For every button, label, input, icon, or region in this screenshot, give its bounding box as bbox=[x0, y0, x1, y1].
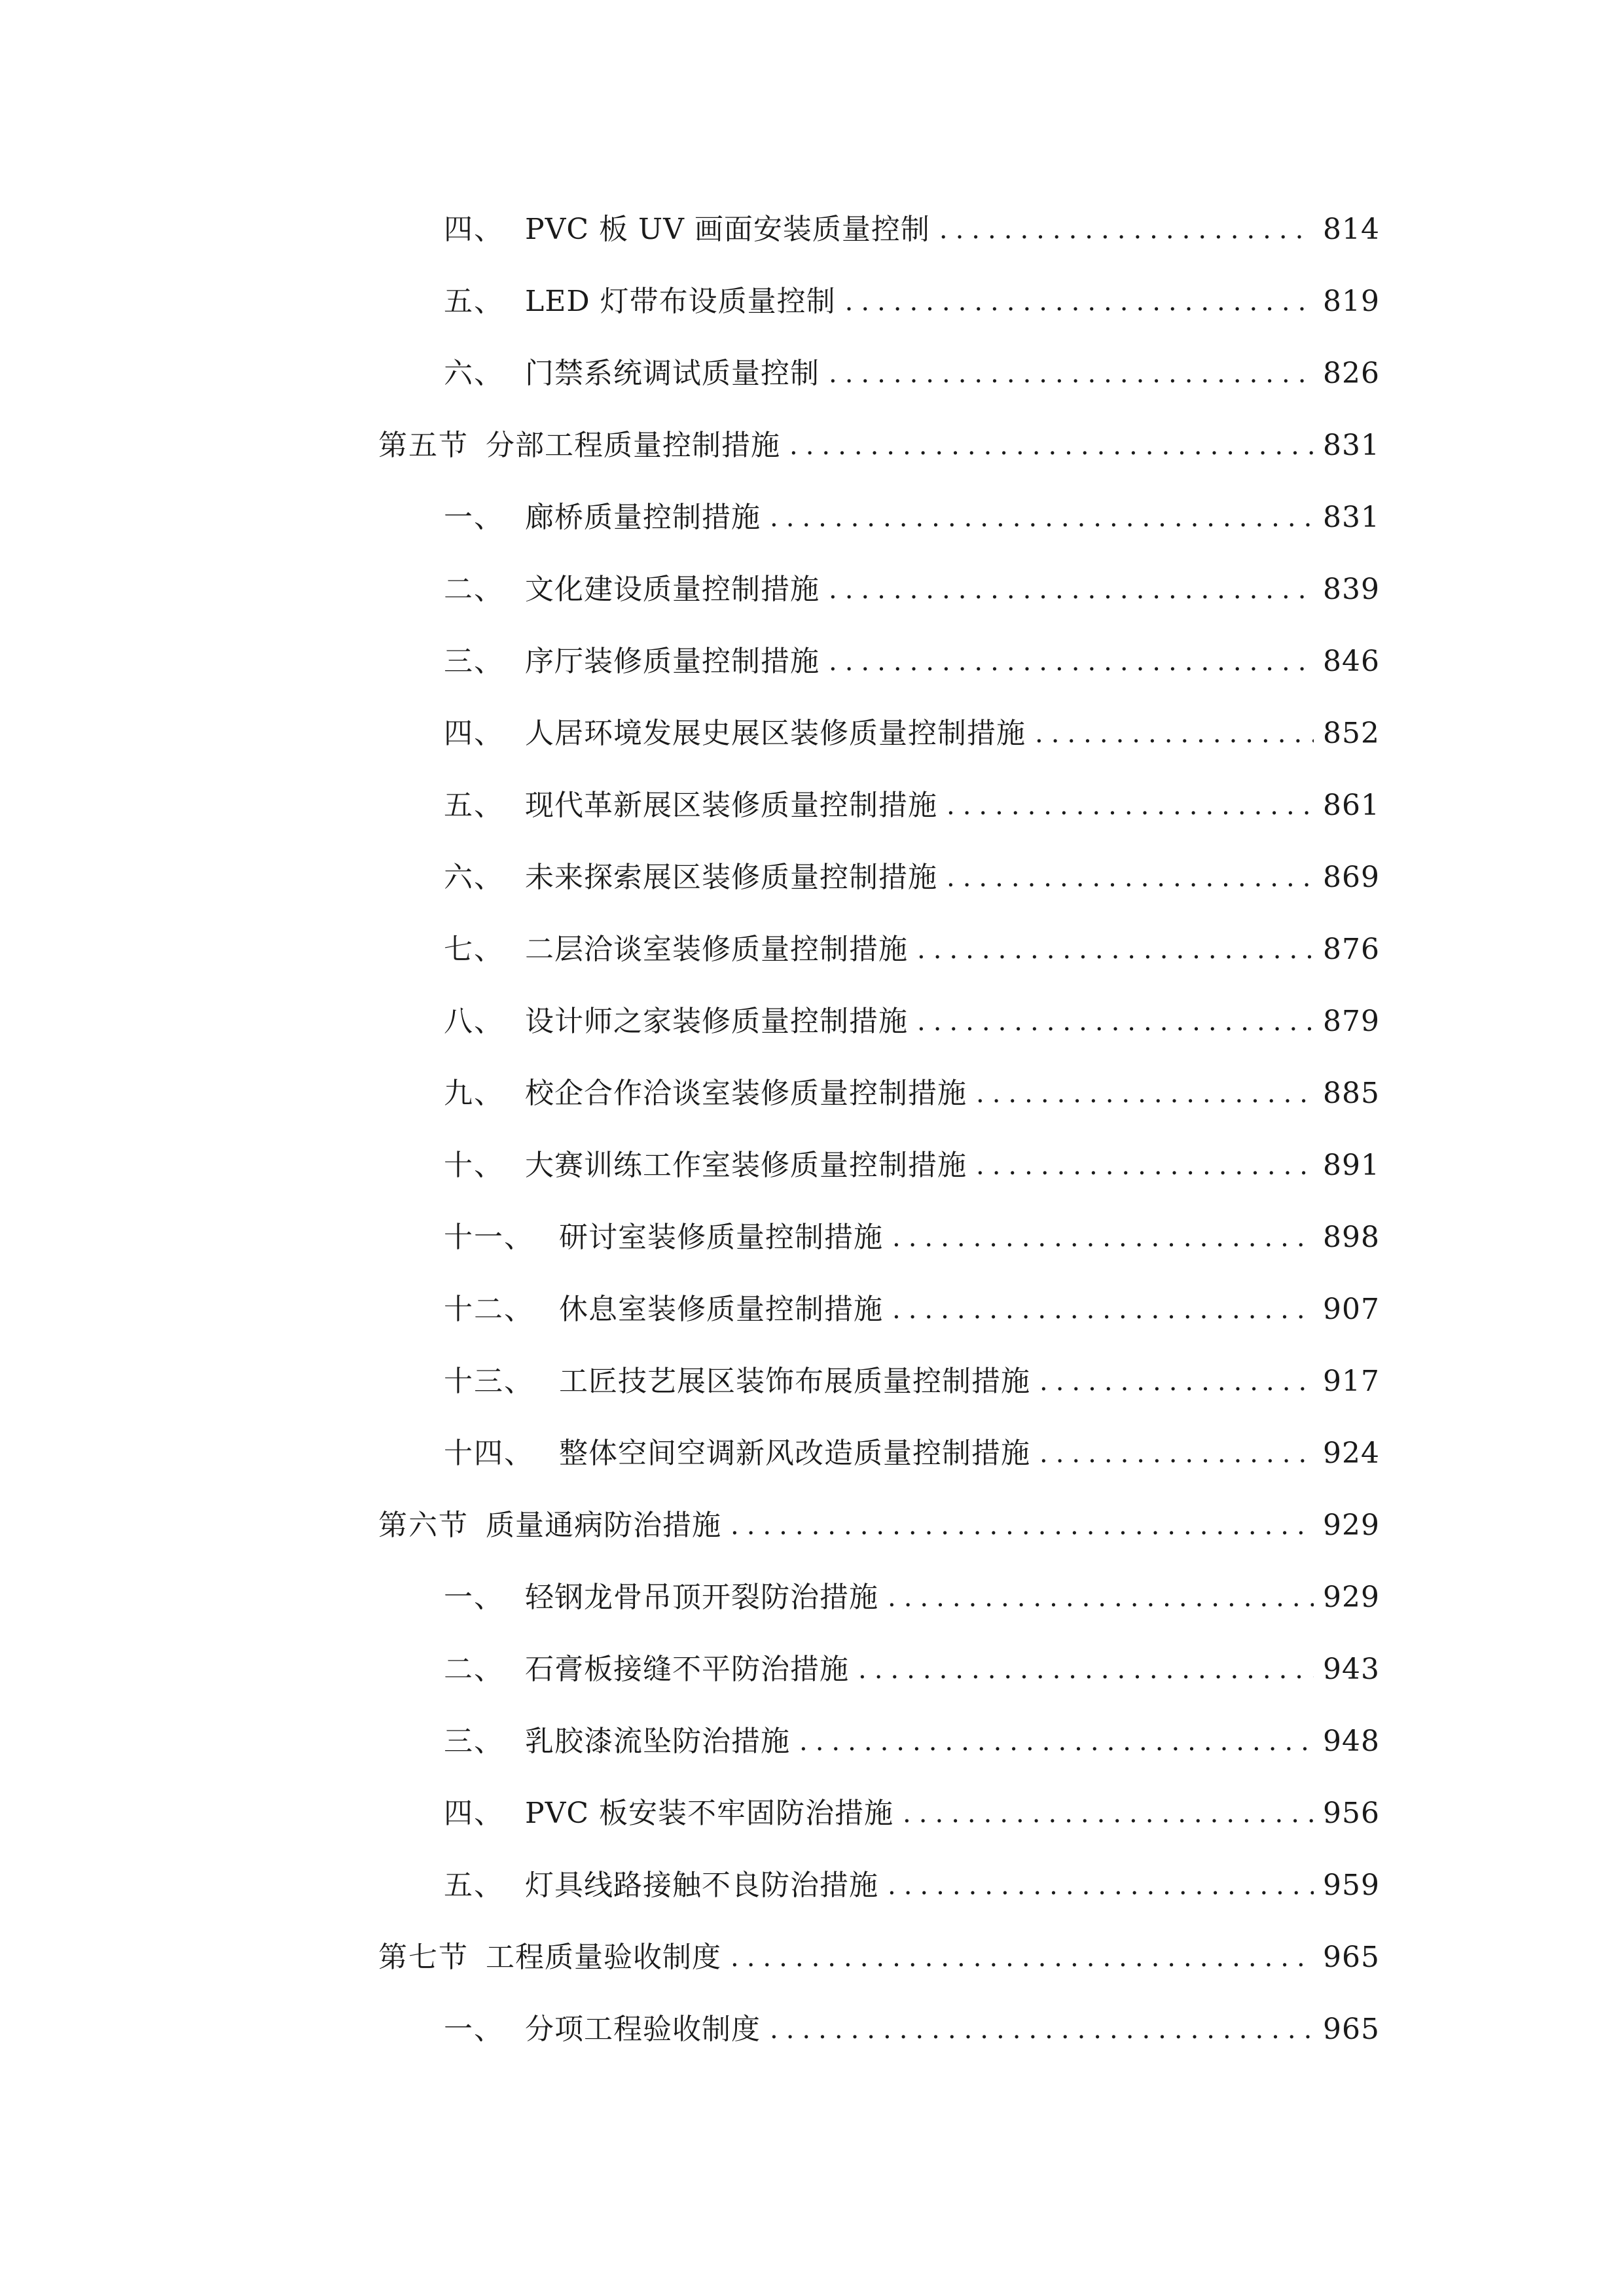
toc-entry-title: 轻钢龙骨吊顶开裂防治措施 bbox=[525, 1581, 878, 1614]
toc-entry[interactable] bbox=[378, 1778, 1380, 1850]
toc-entry[interactable] bbox=[378, 1058, 1380, 1130]
toc-entry-page: 956 bbox=[1323, 1797, 1380, 1830]
toc-section-number: 第六节 bbox=[378, 1509, 469, 1542]
toc-entry[interactable] bbox=[378, 698, 1380, 770]
toc-entry-number: 三、 bbox=[444, 645, 504, 678]
toc-entry-number: 四、 bbox=[444, 1797, 504, 1830]
toc-entry-page: 898 bbox=[1323, 1221, 1380, 1254]
toc-leader-dots bbox=[917, 930, 1314, 969]
toc-leader-dots bbox=[829, 354, 1314, 393]
toc-entry-title: 序厅装修质量控制措施 bbox=[525, 645, 820, 678]
toc-entry-page: 814 bbox=[1323, 213, 1380, 246]
toc-entry[interactable] bbox=[378, 1274, 1380, 1346]
toc-entry-page: 869 bbox=[1323, 861, 1380, 894]
toc-entry-title: 石膏板接缝不平防治措施 bbox=[525, 1653, 849, 1686]
toc-entry-number: 六、 bbox=[444, 861, 504, 894]
toc-entry-title: 未来探索展区装修质量控制措施 bbox=[525, 861, 937, 894]
toc-entry[interactable] bbox=[378, 1202, 1380, 1274]
toc-leader-dots bbox=[888, 1578, 1314, 1617]
toc-entry-page: 929 bbox=[1323, 1509, 1380, 1542]
toc-entry-title: 现代革新展区装修质量控制措施 bbox=[525, 789, 937, 822]
toc-section-entry[interactable] bbox=[378, 410, 1380, 482]
toc-entry-title: 校企合作洽谈室装修质量控制措施 bbox=[525, 1077, 967, 1110]
toc-entry-page: 839 bbox=[1323, 573, 1380, 606]
toc-entry-number: 二、 bbox=[444, 573, 504, 606]
toc-leader-dots bbox=[1035, 714, 1314, 753]
toc-entry-title: PVC 板 UV 画面安装质量控制 bbox=[525, 213, 930, 246]
toc-leader-dots bbox=[731, 1938, 1314, 1977]
toc-entry-number: 一、 bbox=[444, 1581, 504, 1614]
toc-entry[interactable] bbox=[378, 554, 1380, 626]
toc-leader-dots bbox=[829, 570, 1314, 609]
toc-entry-page: 885 bbox=[1323, 1077, 1380, 1110]
toc-entry-page: 929 bbox=[1323, 1581, 1380, 1614]
toc-entry-page: 891 bbox=[1323, 1149, 1380, 1182]
toc-section-title: 分部工程质量控制措施 bbox=[486, 429, 780, 462]
toc-entry-page: 831 bbox=[1323, 501, 1380, 534]
toc-entry-title: 休息室装修质量控制措施 bbox=[559, 1293, 883, 1326]
toc-entry-title: 廊桥质量控制措施 bbox=[525, 501, 761, 534]
toc-leader-dots bbox=[789, 426, 1314, 465]
toc-entry-number: 六、 bbox=[444, 357, 504, 390]
toc-entry[interactable] bbox=[378, 986, 1380, 1058]
toc-entry-title: 乳胶漆流坠防治措施 bbox=[525, 1725, 790, 1758]
toc-leader-dots bbox=[799, 1722, 1314, 1761]
toc-leader-dots bbox=[888, 1866, 1314, 1905]
toc-entry-title: 门禁系统调试质量控制 bbox=[525, 357, 820, 390]
toc-entry-page: 876 bbox=[1323, 933, 1380, 966]
toc-entry-number: 十三、 bbox=[444, 1365, 534, 1398]
toc-entry-number: 五、 bbox=[444, 285, 504, 318]
toc-entry-number: 十、 bbox=[444, 1149, 504, 1182]
toc-entry-number: 一、 bbox=[444, 2013, 504, 2046]
toc-entry[interactable] bbox=[378, 266, 1380, 338]
toc-leader-dots bbox=[1039, 1362, 1314, 1401]
toc-entry-page: 846 bbox=[1323, 645, 1380, 678]
toc-leader-dots bbox=[976, 1074, 1314, 1113]
toc-leader-dots bbox=[858, 1650, 1314, 1689]
toc-entry-number: 八、 bbox=[444, 1005, 504, 1038]
toc-entry[interactable] bbox=[378, 914, 1380, 986]
toc-entry-page: 852 bbox=[1323, 717, 1380, 750]
toc-entry[interactable] bbox=[378, 1850, 1380, 1922]
toc-entry-number: 四、 bbox=[444, 213, 504, 246]
toc-leader-dots bbox=[903, 1794, 1314, 1833]
toc-entry-title: 人居环境发展史展区装修质量控制措施 bbox=[525, 717, 1026, 750]
toc-entry-page: 907 bbox=[1323, 1293, 1380, 1326]
toc-entry-title: 文化建设质量控制措施 bbox=[525, 573, 820, 606]
toc-entry-page: 959 bbox=[1323, 1869, 1380, 1902]
toc-entry-page: 917 bbox=[1323, 1365, 1380, 1398]
toc-section-entry[interactable] bbox=[378, 1490, 1380, 1562]
toc-entry[interactable] bbox=[378, 1562, 1380, 1634]
toc-leader-dots bbox=[770, 498, 1314, 537]
toc-entry-title: 研讨室装修质量控制措施 bbox=[559, 1221, 883, 1254]
toc-leader-dots bbox=[976, 1146, 1314, 1185]
toc-entry[interactable] bbox=[378, 842, 1380, 914]
toc-leader-dots bbox=[845, 282, 1314, 321]
toc-entry-page: 826 bbox=[1323, 357, 1380, 390]
toc-entry-title: 灯具线路接触不良防治措施 bbox=[525, 1869, 878, 1902]
toc-leader-dots bbox=[731, 1506, 1314, 1545]
toc-entry-number: 五、 bbox=[444, 789, 504, 822]
toc-entry-page: 965 bbox=[1323, 2013, 1380, 2046]
toc-section-number: 第五节 bbox=[378, 429, 469, 462]
toc-entry[interactable] bbox=[378, 482, 1380, 554]
toc-entry[interactable] bbox=[378, 1706, 1380, 1778]
toc-section-number: 第七节 bbox=[378, 1941, 469, 1974]
toc-leader-dots bbox=[947, 786, 1314, 825]
toc-entry[interactable] bbox=[378, 1346, 1380, 1418]
toc-entry[interactable] bbox=[378, 1418, 1380, 1490]
toc-entry-page: 948 bbox=[1323, 1725, 1380, 1758]
toc-entry-number: 一、 bbox=[444, 501, 504, 534]
toc-leader-dots bbox=[829, 642, 1314, 681]
toc-leader-dots bbox=[892, 1290, 1314, 1329]
toc-section-title: 工程质量验收制度 bbox=[486, 1941, 721, 1974]
toc-leader-dots bbox=[939, 210, 1314, 249]
toc-entry-number: 十四、 bbox=[444, 1437, 534, 1470]
toc-entry-number: 五、 bbox=[444, 1869, 504, 1902]
toc-leader-dots bbox=[1039, 1434, 1314, 1473]
toc-entry-title: 二层洽谈室装修质量控制措施 bbox=[525, 933, 908, 966]
toc-entry[interactable] bbox=[378, 1634, 1380, 1706]
toc-entry-title: 整体空间空调新风改造质量控制措施 bbox=[559, 1437, 1030, 1470]
table-of-contents bbox=[378, 194, 1380, 2066]
toc-entry-number: 二、 bbox=[444, 1653, 504, 1686]
toc-entry-number: 十一、 bbox=[444, 1221, 534, 1254]
toc-entry-title: 设计师之家装修质量控制措施 bbox=[525, 1005, 908, 1038]
toc-leader-dots bbox=[770, 2010, 1314, 2049]
toc-entry-title: 大赛训练工作室装修质量控制措施 bbox=[525, 1149, 967, 1182]
toc-entry-page: 879 bbox=[1323, 1005, 1380, 1038]
toc-entry-page: 831 bbox=[1323, 429, 1380, 462]
toc-entry-page: 965 bbox=[1323, 1941, 1380, 1974]
toc-entry-number: 十二、 bbox=[444, 1293, 534, 1326]
toc-entry-number: 四、 bbox=[444, 717, 504, 750]
toc-entry-number: 七、 bbox=[444, 933, 504, 966]
toc-entry-page: 861 bbox=[1323, 789, 1380, 822]
toc-leader-dots bbox=[947, 858, 1314, 897]
toc-entry-number: 九、 bbox=[444, 1077, 504, 1110]
toc-entry[interactable] bbox=[378, 1130, 1380, 1202]
toc-section-title: 质量通病防治措施 bbox=[486, 1509, 721, 1542]
toc-leader-dots bbox=[892, 1218, 1314, 1257]
toc-entry-title: LED 灯带布设质量控制 bbox=[525, 285, 836, 318]
toc-entry-title: PVC 板安装不牢固防治措施 bbox=[525, 1797, 894, 1830]
toc-entry-page: 924 bbox=[1323, 1437, 1380, 1470]
toc-entry-page: 943 bbox=[1323, 1653, 1380, 1686]
toc-entry-number: 三、 bbox=[444, 1725, 504, 1758]
toc-entry-title: 分项工程验收制度 bbox=[525, 2013, 761, 2046]
toc-entry[interactable] bbox=[378, 626, 1380, 698]
toc-section-entry[interactable] bbox=[378, 1922, 1380, 1994]
toc-leader-dots bbox=[917, 1002, 1314, 1041]
toc-entry[interactable] bbox=[378, 338, 1380, 410]
toc-entry[interactable] bbox=[378, 770, 1380, 842]
toc-entry-page: 819 bbox=[1323, 285, 1380, 318]
toc-entry-title: 工匠技艺展区装饰布展质量控制措施 bbox=[559, 1365, 1030, 1398]
toc-entry[interactable] bbox=[378, 194, 1380, 266]
toc-entry[interactable] bbox=[378, 1994, 1380, 2066]
